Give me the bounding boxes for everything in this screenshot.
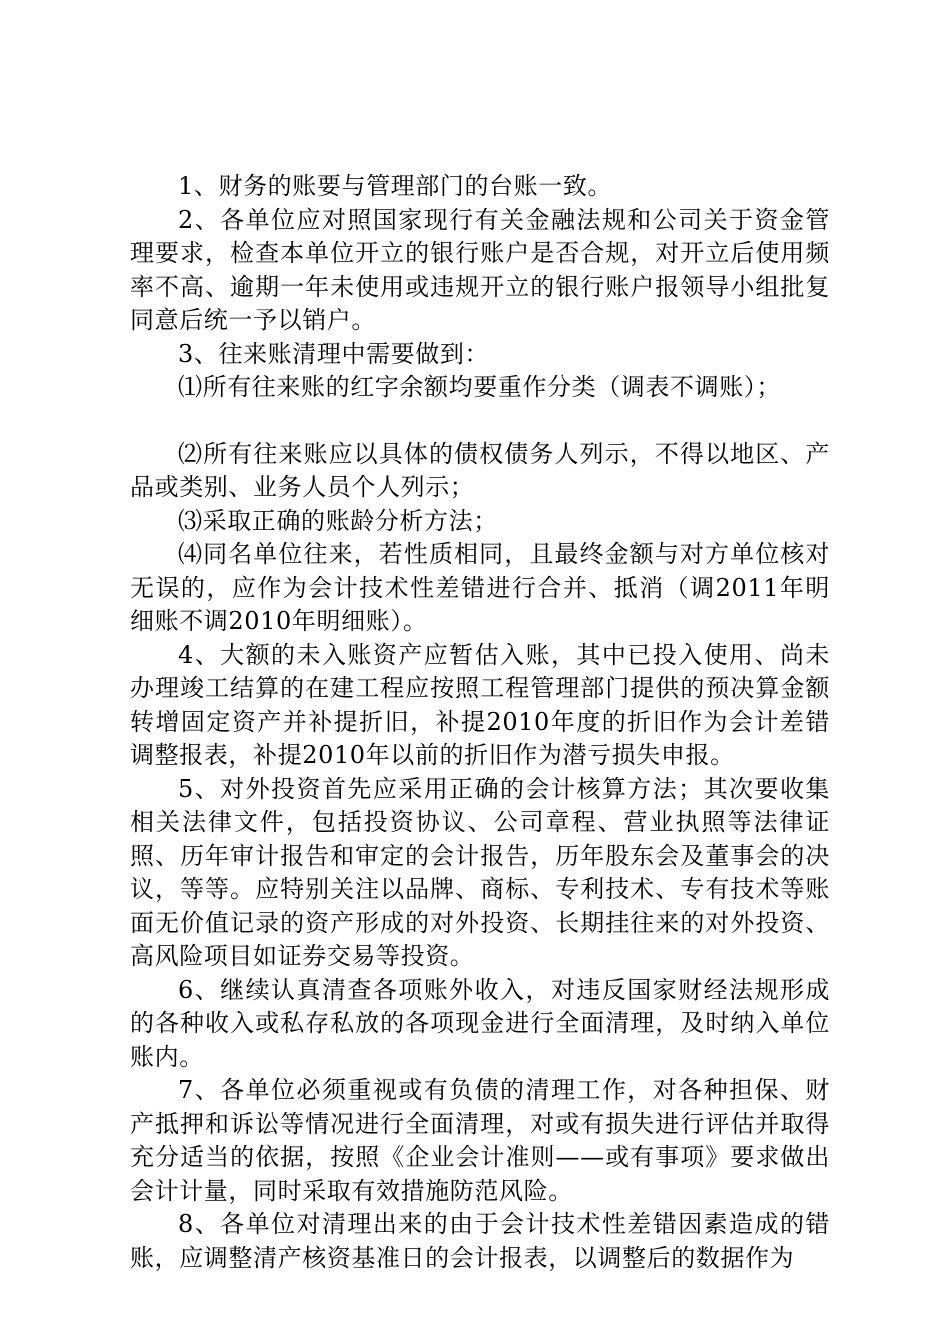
paragraph-1: 1、财务的账要与管理部门的台账一致。 [178,172,613,200]
document-body [130,170,830,1275]
paragraph-3: 3、往来账清理中需要做到： [178,339,490,368]
paragraph-8: 8、各单位对清理出来的由于会计技术性差错因素造成的错账，应调整清产核资基准日的会计报表，以调整后的数据作为 [130,1210,830,1272]
paragraph-6: 6、继续认真清查各项账外收入，对违反国家财经法规形成的各种收入或私存私放的各项现金进行全面清理，及时纳入单位账内。 [130,975,830,1071]
paragraph-3-item-1: ⑴所有往来账的红字余额均要重作分类（调表不调账）； [178,373,781,401]
paragraph-3-item-4: ⑷同名单位往来，若性质相同，且最终金额与对方单位核对无误的，应作为会计技术性差错进行合并、抵消（调2011年明细账不调2010年明细账）。 [130,540,830,635]
paragraph-3-item-2: ⑵所有往来账应以具体的债权债务人列示，不得以地区、产品或类别、业务人员个人列示； [130,439,830,501]
paragraph-5: 5、对外投资首先应采用正确的会计核算方法；其次要收集相关法律文件，包括投资协议、公司章程、营业执照等法律证照、历年审计报告和审定的会计报告，历年股东会及董事会的决议，等等。应特别关注以品牌、商标、专利技术、专有技术等账面无价值记录的资产形成的对外投资、长期挂往来的对外投资、高风险项目如证券交易等投资。 [130,774,830,970]
paragraph-7: 7、各单位必须重视或有负债的清理工作，对各种担保、财产抵押和诉讼等情况进行全面清理，对或有损失进行评估并取得充分适当的依据，按照《企业会计准则——或有事项》要求做出会计计量，同时采取有效措施防范风险。 [130,1076,830,1205]
paragraph-2: 2、各单位应对照国家现行有关金融法规和公司关于资金管理要求，检查本单位开立的银行账户是否合规，对开立后使用频率不高、逾期一年未使用或违规开立的银行账户报领导小组批复同意后统一予以销户。 [130,205,830,334]
paragraph-4: 4、大额的未入账资产应暂估入账，其中已投入使用、尚未办理竣工结算的在建工程应按照工程管理部门提供的预决算金额转增固定资产并补提折旧，补提2010年度的折旧作为会计差错调整报表，补提2010年以前的折旧作为潜亏损失申报。 [130,640,830,769]
paragraph-3-item-3: ⑶采取正确的账龄分析方法； [178,506,498,535]
